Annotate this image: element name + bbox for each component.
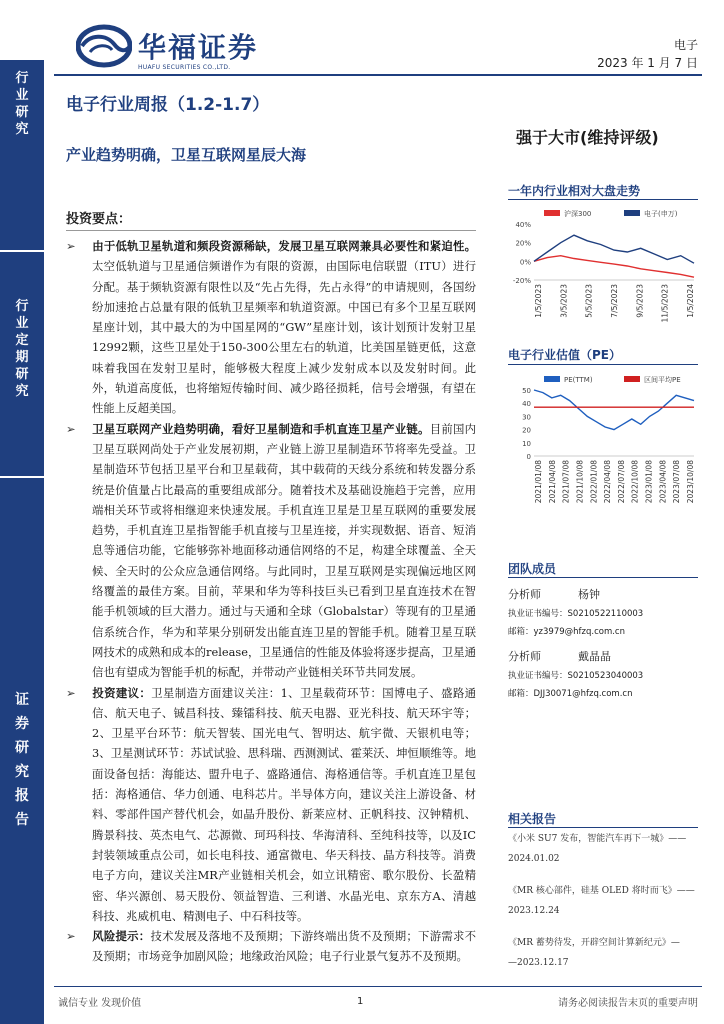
related-item-title: 《MR 核心部件，硅基 OLED 将时而飞》—— bbox=[508, 886, 695, 896]
x-tick-label: 2023/07/08 bbox=[672, 460, 682, 504]
key-points-heading: 投资要点： bbox=[66, 212, 132, 227]
analyst-1 bbox=[508, 586, 704, 642]
rating: 强于大市(维持评级) bbox=[516, 128, 659, 147]
series-line-1 bbox=[534, 235, 694, 263]
analyst-1-email-label: 邮箱： bbox=[508, 627, 534, 637]
page-number: 1 bbox=[357, 996, 364, 1007]
analyst-1-email[interactable]: yz3979@hfzq.com.cn bbox=[533, 627, 625, 637]
related-item-date: 2024.01.02 bbox=[508, 854, 560, 864]
x-tick-label: 1/5/2023 bbox=[534, 284, 543, 318]
x-tick-label: 1/5/2024 bbox=[686, 284, 695, 318]
x-tick-label: 7/5/2023 bbox=[610, 284, 619, 318]
y-tick-label: 10 bbox=[522, 439, 531, 448]
series-line-0 bbox=[534, 390, 694, 430]
key-point-4: ➢ 风险提示：技术发展及落地不及预期；下游终端出货不及预期；下游需求不及预期；市场竞争加剧风险；地缘政治风险；电子行业景气复苏不及预期。 bbox=[66, 926, 476, 967]
y-tick-label: 20% bbox=[515, 239, 531, 248]
x-tick-label: 2023/04/08 bbox=[658, 460, 668, 504]
chart2-title-line bbox=[508, 364, 698, 365]
x-tick-label: 2022/01/08 bbox=[589, 460, 599, 504]
relative-performance-chart bbox=[504, 206, 700, 336]
legend-label: 电子(申万) bbox=[644, 210, 678, 218]
x-tick-label: 11/5/2023 bbox=[660, 284, 670, 323]
analyst-2-cert-label: 执业证书编号： bbox=[508, 671, 568, 681]
analyst-2-email-label: 邮箱： bbox=[508, 689, 534, 699]
x-tick-label: 2021/04/08 bbox=[547, 460, 557, 504]
related-item-title: 《MR 蓄势待发，开辟空间计算新纪元》— bbox=[508, 938, 680, 948]
key-points-divider bbox=[66, 230, 476, 231]
bullet-icon: ➢ bbox=[66, 685, 76, 700]
legend-swatch bbox=[544, 376, 560, 382]
y-tick-label: 0 bbox=[526, 453, 531, 461]
y-tick-label: -20% bbox=[512, 277, 531, 285]
sidebar-top-label: 行业研究 bbox=[15, 71, 29, 137]
header-divider bbox=[54, 74, 702, 76]
y-tick-label: 40 bbox=[522, 400, 531, 409]
y-tick-label: 50 bbox=[522, 387, 531, 395]
report-subtitle: 产业趋势明确，卫星互联网星辰大海 bbox=[66, 146, 307, 164]
related-heading: 相关报告 bbox=[508, 812, 557, 826]
header-date: 2023 年 1 月 7 日 bbox=[597, 56, 698, 70]
footer-slogan: 诚信专业 发现价值 bbox=[58, 998, 142, 1009]
bullet-icon: ➢ bbox=[66, 929, 76, 944]
related-item-title: 《小米 SU7 发布，智能汽车再下一城》—— bbox=[508, 834, 687, 844]
x-tick-label: 2022/07/08 bbox=[616, 460, 626, 504]
sidebar-mid-label: 行业定期研究 bbox=[15, 299, 29, 399]
analyst-2-name: 戴晶晶 bbox=[578, 650, 611, 663]
company-logo-icon bbox=[76, 24, 132, 68]
report-title: 电子行业周报（1.2-1.7） bbox=[66, 95, 270, 115]
analyst-1-cert: S0210522110003 bbox=[567, 609, 644, 619]
pe-valuation-chart bbox=[504, 372, 700, 522]
bullet-icon: ➢ bbox=[66, 421, 76, 436]
legend-label: 沪深300 bbox=[564, 210, 592, 218]
related-item[interactable] bbox=[508, 936, 704, 988]
related-item[interactable] bbox=[508, 884, 704, 936]
analyst-1-cert-label: 执业证书编号： bbox=[508, 609, 568, 619]
chart1-title-line bbox=[508, 199, 698, 200]
key-point-3: ➢ 投资建议：卫星制造方面建议关注：1、卫星载荷环节：国博电子、盛路通信、航天电子、铖昌科技、臻镭科技、航天电器、亚光科技、航天环宇等；2、卫星平台环节：航天智装、国光电气、智明达、航宇微、天银机电等；3、卫星测试环节：苏试试验、思科瑞、西测测试、霍莱沃、坤恒顺维等。地面设备包括：海能达、盟升电子、盛路通信、海格通信等。手机直连卫星包括：海格通信、华力创通、电科芯片。半导体方向，建议关注上游设备、材料、零部件国产替代机会，如晶升股份、新莱应材、正帆科技、汉钟精机、腾景科技、英杰电气、芯源微、珂玛科技、华海清科、至纯科技等，以及IC封装领域重点公司，如长电科技、通富微电、华天科技、晶方科技等。消费电子方向，建议关注MR产业链相关机会，如立讯精密、歌尔股份、长盈精密、华兴源创、易天股份、领益智造、三利谱、水晶光电、京东方A、清越科技、兆威机电、精测电子、中石科技等。 bbox=[66, 683, 476, 927]
company-name-en: HUAFU SECURITIES CO.,LTD. bbox=[138, 64, 231, 71]
header-industry: 电子 bbox=[673, 38, 698, 52]
legend-swatch bbox=[624, 210, 640, 216]
analyst-1-role: 分析师 bbox=[508, 588, 541, 601]
x-tick-label: 2021/01/08 bbox=[534, 460, 543, 504]
team-heading: 团队成员 bbox=[508, 562, 557, 576]
related-heading-line bbox=[508, 827, 698, 828]
x-tick-label: 2021/07/08 bbox=[561, 460, 571, 504]
related-item-date: 2023.12.24 bbox=[508, 906, 560, 916]
related-item[interactable] bbox=[508, 832, 704, 884]
x-tick-label: 2022/10/08 bbox=[630, 460, 640, 504]
chart2-title: 电子行业估值（PE） bbox=[508, 348, 621, 362]
key-point-1: ➢ 由于低轨卫星轨道和频段资源稀缺，发展卫星互联网兼具必要性和紧迫性。太空低轨道与卫星通信频谱作为有限的资源，由国际电信联盟（ITU）进行分配。基于频轨资源有限性以及“先占先得，先占永得”的申请规则，各国纷纷加速抢占总量有限的低轨卫星频率和轨道资源。中国已有多个卫星互联网星座计划，其中最大的为中国星网的“GW”星座计划，该计划预计发射卫星12992颗，这些卫星处于150-300公里左右的轨道，比美国星链更低，这意味着我国在发射卫星时，能够极大程度上减少发射成本以及发射时间。此外，轨道高度低，也将缩短传输时间、减少路径损耗，信号会增强，有望在性能上反超美国。 bbox=[66, 236, 476, 419]
x-tick-label: 2023/01/08 bbox=[644, 460, 654, 504]
x-tick-label: 9/5/2023 bbox=[635, 284, 645, 318]
analyst-2-cert: S0210523040003 bbox=[567, 671, 644, 681]
x-tick-label: 2023/10/08 bbox=[686, 460, 695, 504]
x-tick-label: 2021/10/08 bbox=[575, 460, 585, 504]
analyst-2-email[interactable]: DJJ30071@hfzq.com.cn bbox=[533, 689, 633, 699]
related-list bbox=[508, 832, 704, 988]
team-heading-line bbox=[508, 577, 698, 578]
y-tick-label: 0% bbox=[519, 258, 531, 267]
x-tick-label: 2022/04/08 bbox=[603, 460, 613, 504]
x-tick-label: 3/5/2023 bbox=[559, 284, 569, 318]
y-tick-label: 40% bbox=[515, 221, 531, 229]
analyst-2 bbox=[508, 648, 704, 704]
key-point-2: ➢ 卫星互联网产业趋势明确，看好卫星制造和手机直连卫星产业链。目前国内卫星互联网尚处于产业发展初期，产业链上游卫星制造环节将率先受益。卫星制造环节包括卫星平台和卫星载荷，其中载荷的天线分系统和转发器分系统是价值量占比最高的重要组成部分。随着技术及基础设施趋于完善，应用端相关环节或将相继迎来快速发展。手机直连卫星是卫星互联网的重要发展趋势，手机直连卫星指智能手机直接与卫星连接，并实现数据、语音、短消息等通信功能，它能够弥补地面移动通信网络的不足，构建全球覆盖、全天候、全天时的公众应急通信网络。与此同时，卫星互联网是实现偏远地区网络覆盖的最佳方案。目前，苹果和华为等科技巨头已看到卫星直连技术在智能手机领域的巨大潜力。通过与天通和全球（Globalstar）等现有的卫星通信系统合作，华为和苹果分别研发出能直连卫星的智能手机。随着卫星互联网技术的成熟和成本的release，卫星通信的性能及体验将逐步提高，卫星通信也有望成为智能手机的标配，并带动产业链相关环节共同发展。 bbox=[66, 419, 476, 683]
legend-swatch bbox=[624, 376, 640, 382]
company-logo bbox=[76, 22, 266, 72]
legend-label: 区间平均PE bbox=[644, 376, 681, 384]
analyst-2-role: 分析师 bbox=[508, 650, 541, 663]
footer-divider bbox=[54, 986, 702, 987]
related-item-date: —2023.12.17 bbox=[508, 958, 569, 968]
y-tick-label: 30 bbox=[522, 413, 531, 422]
legend-swatch bbox=[544, 210, 560, 216]
company-name: 华福证券 bbox=[138, 31, 259, 64]
sidebar-bottom-label: 证券研究报告 bbox=[15, 692, 29, 828]
bullet-icon: ➢ bbox=[66, 239, 76, 253]
y-tick-label: 20 bbox=[522, 426, 531, 435]
key-points-body bbox=[66, 236, 476, 967]
legend-label: PE(TTM) bbox=[564, 376, 593, 384]
x-tick-label: 5/5/2023 bbox=[584, 284, 594, 318]
chart1-title: 一年内行业相对大盘走势 bbox=[508, 184, 641, 198]
footer-disclaimer: 请务必阅读报告末页的重要声明 bbox=[558, 998, 698, 1009]
analyst-1-name: 杨钟 bbox=[578, 588, 600, 601]
